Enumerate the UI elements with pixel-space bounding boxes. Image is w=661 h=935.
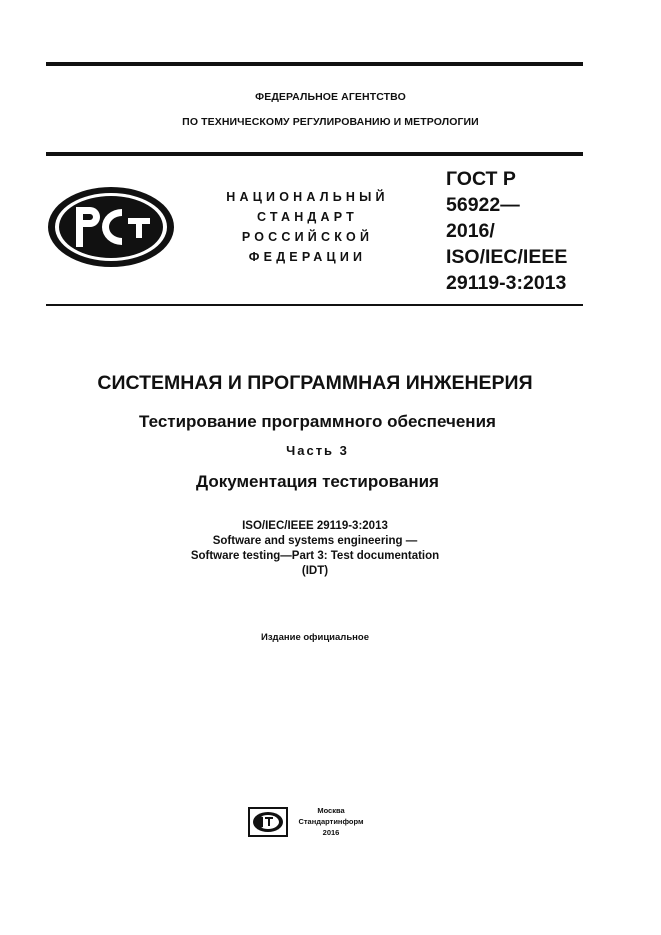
national-standard-line-1: НАЦИОНАЛЬНЫЙ: [226, 190, 389, 204]
middle-rule: [46, 152, 583, 156]
designation-line-3: 2016/: [446, 220, 495, 242]
iso-line-1: ISO/IEC/IEEE 29119-3:2013: [242, 520, 388, 532]
publisher-imprint: [292, 805, 370, 838]
designation-line-1: ГОСТ Р: [446, 168, 516, 190]
agency-line-2: ПО ТЕХНИЧЕСКОМУ РЕГУЛИРОВАНИЮ И МЕТРОЛОГИИ: [182, 116, 479, 128]
national-standard-label: [205, 187, 410, 267]
iso-line-4: (IDT): [301, 565, 329, 577]
iso-line-3: Software testing—Part 3: Test documentation: [190, 550, 440, 562]
designation-line-4: ISO/IEC/IEEE: [446, 246, 568, 268]
national-standard-line-4: ФЕДЕРАЦИИ: [248, 250, 367, 264]
standard-designation: [446, 166, 586, 296]
designation-line-5: 29119-3:2013: [446, 272, 567, 294]
lower-rule: [46, 304, 583, 306]
document-subtitle: Тестирование программного обеспечения: [139, 412, 496, 431]
document-part: Часть 3: [286, 443, 349, 458]
edition-label: Издание официальное: [261, 632, 369, 643]
iso-reference: [0, 519, 630, 579]
publisher-name: Стандартинформ: [298, 817, 364, 826]
publisher-city: Москва: [317, 806, 345, 815]
iso-line-2: Software and systems engineering —: [212, 535, 418, 547]
national-standard-line-3: РОССИЙСКОЙ: [241, 230, 374, 244]
publisher-year: 2016: [322, 828, 340, 837]
rst-certification-mark-icon: [46, 185, 176, 269]
standartinform-logo-icon: [248, 807, 288, 837]
top-rule: [46, 62, 583, 66]
agency-line-1: ФЕДЕРАЛЬНОЕ АГЕНТСТВО: [255, 91, 406, 103]
document-title: СИСТЕМНАЯ И ПРОГРАММНАЯ ИНЖЕНЕРИЯ: [97, 372, 533, 394]
national-standard-line-2: СТАНДАРТ: [257, 210, 358, 224]
designation-line-2: 56922—: [446, 194, 520, 216]
document-part-title: Документация тестирования: [196, 472, 439, 491]
